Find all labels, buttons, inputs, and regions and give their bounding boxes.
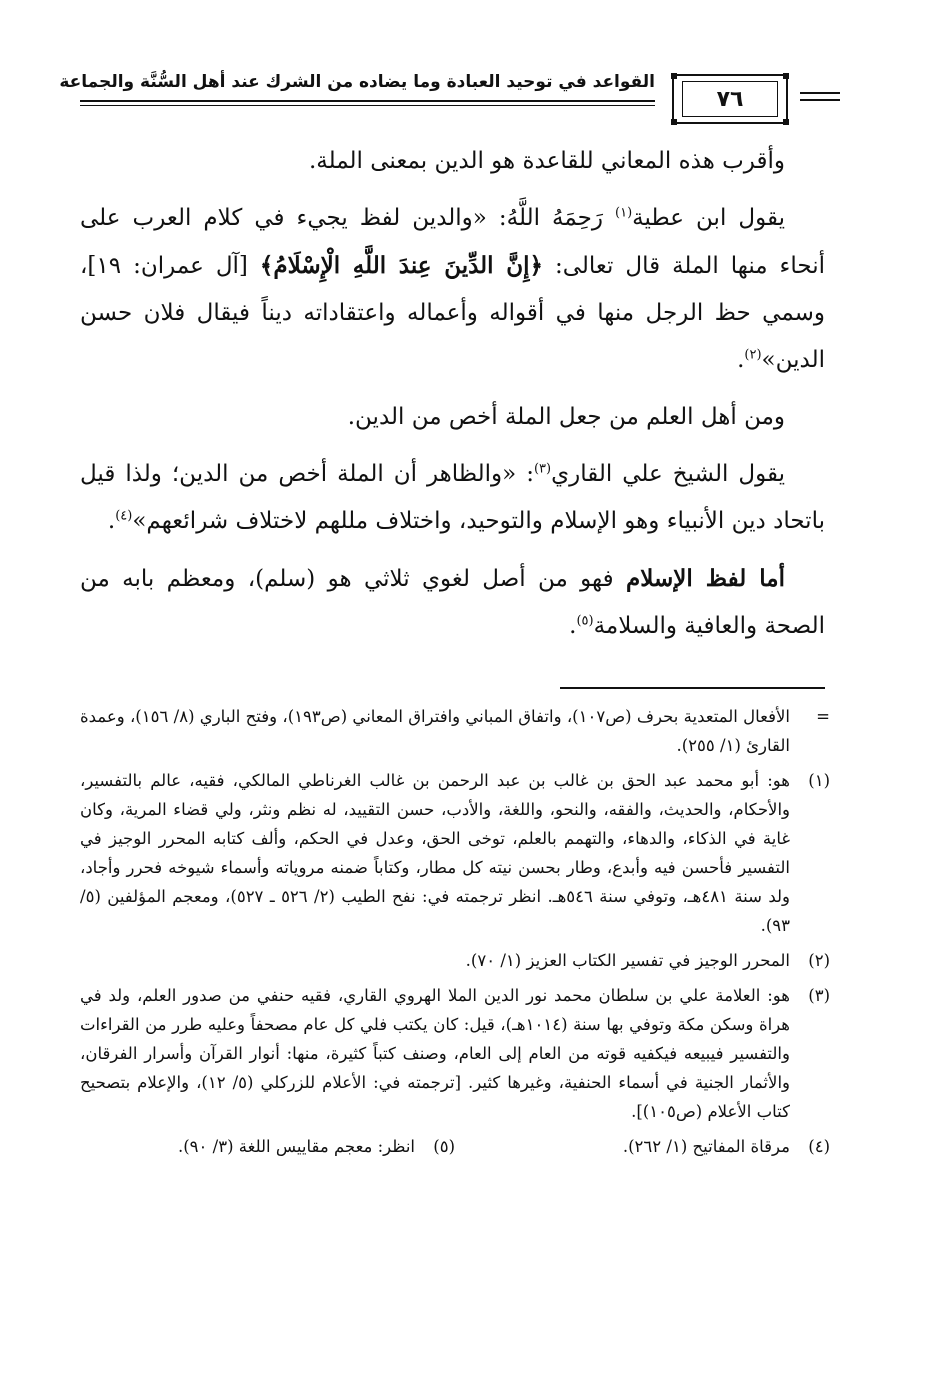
footnote-continuation: = الأفعال المتعدية بحرف (ص١٠٧)، واتفاق المباني وافتراق المعاني (ص١٩٣)، وفتح الباري (٨/ ١٥٦)، وعمدة القارئ (١/ ٢٥٥). [80,702,830,760]
page-number: ٧٦ [682,81,778,117]
header-side-rules [800,92,840,106]
footnote-number: (١) [808,771,830,790]
bold-term: أما لفظ الإسلام [625,565,785,592]
footnote-1: (١) هو: أبو محمد عبد الحق بن غالب بن عبد الرحمن بن غالب الغرناطي المالكي، فقيه، عالم بالتفسير، والأحكام، والحديث، والفقه، والنحو، واللغة، والأدب، حسن التقييد، له نظم ونثر، ولي قضاء المرية، وكان غاية في الذكاء، والدهاء، والتهمم بالعلم، توخى الحق، وعدل في الحكم، وألف كتابه المحرر الوجيز في التفسير فأحسن فيه وأبدع، وطار بحسن نيته كل مطار، وكتاباً ضمنه مروياته وأسماء شيوخه فحرر وأجاد، ولد سنة ٤٨١هـ، وتوفي سنة ٥٤٦هـ. انظر ترجمته في: نفح الطيب (٢/ ٥٢٦ ـ ٥٢٧)، ومعجم المؤلفين (٥/ ٩٣). [80,766,830,940]
footnote-ref: (١) [615,205,633,221]
header-rule-thin [80,105,655,106]
footnote-ref: (٢) [744,347,762,363]
page-number-frame [672,74,788,124]
frame-corner-ornament [671,73,677,79]
frame-corner-ornament [783,119,789,125]
running-title: القواعد في توحيد العبادة وما يضاده من الشرك عند أهل السُّنَّة والجماعة [59,72,655,92]
frame-corner-ornament [783,73,789,79]
footnote-number: (٢) [808,951,830,970]
frame-corner-ornament [671,119,677,125]
footnote-row-4-5 [80,1132,830,1161]
continuation-mark: = [816,707,830,726]
paragraph: يقول ابن عطية$^{(١)}$ رَحِمَهُ اللَّهُ: «والدين لفظ يجيء في كلام العرب على أنحاء منها الملة قال تعالى: ﴿إِنَّ الدِّينَ عِندَ اللَّهِ الْإِسْلَامُ﴾ [آل عمران: ١٩]، وسمي حظ الرجل منها في أقواله وأعماله واعتقاداته ديناً فيقال فلان حسن الدين»$^{(٢)}$. [80,205,826,373]
footnotes [80,702,830,1161]
footnote-ref: (٥) [576,613,594,629]
paragraph: وأقرب هذه المعاني للقاعدة هو الدين بمعنى الملة. [309,148,785,174]
quran-verse: ﴿إِنَّ الدِّينَ عِندَ اللَّهِ الْإِسْلَامُ﴾ [259,252,544,279]
footnote-number: (٤) [808,1137,830,1156]
paragraph: ومن أهل العلم من جعل الملة أخص من الدين. [347,404,785,430]
header-rule [80,100,655,102]
footnote-4: (٤) مرقاة المفاتيح (١/ ٢٦٢). [455,1132,830,1161]
main-text [80,138,825,660]
paragraph: يقول الشيخ علي القاري$^{(٣)}$: «والظاهر أن الملة أخص من الدين؛ ولذا قيل باتحاد دين الأنبياء وهو الإسلام والتوحيد، واختلاف مللهم لاختلاف شرائعهم»$^{(٤)}$. [80,461,825,534]
paragraph: أما لفظ الإسلام فهو من أصل لغوي ثلاثي هو (سلم)، ومعظم بابه من الصحة والعافية والسلامة$^{(٥)}$. [80,565,825,639]
footnote-2: (٢) المحرر الوجيز في تفسير الكتاب العزيز (١/ ٧٠). [80,946,830,975]
footnote-3: (٣) هو: العلامة علي بن سلطان محمد نور الدين الملا الهروي القاري، فقيه حنفي من صدور العلم، ولد في هراة وسكن مكة وتوفي بها سنة (١٠١٤هـ)، قيل: كان يكتب فلي كل عام مصحفاً وعليه طرر من القراءات والتفسير فيبيعه فيكفيه قوته من العام إلى العام، وصنف كتباً كثيرة، منها: أنوار القرآن وأسرار الفرقان، والأثمار الجنية في أسماء الحنفية، وغيرها كثير. [ترجمته في: الأعلام للزركلي (٥/ ١٢)، والإعلام بتصحيح كتاب الأعلام (ص١٠٥)]. [80,981,830,1126]
footnote-ref: (٣) [533,461,552,477]
page-header [59,66,840,130]
footnote-5: (٥) انظر: معجم مقاييس اللغة (٣/ ٩٠). [80,1132,455,1161]
footnote-ref: (٤) [115,508,133,524]
footnote-number: (٥) [433,1137,455,1156]
footnote-number: (٣) [808,986,830,1005]
footnote-separator [560,687,825,689]
